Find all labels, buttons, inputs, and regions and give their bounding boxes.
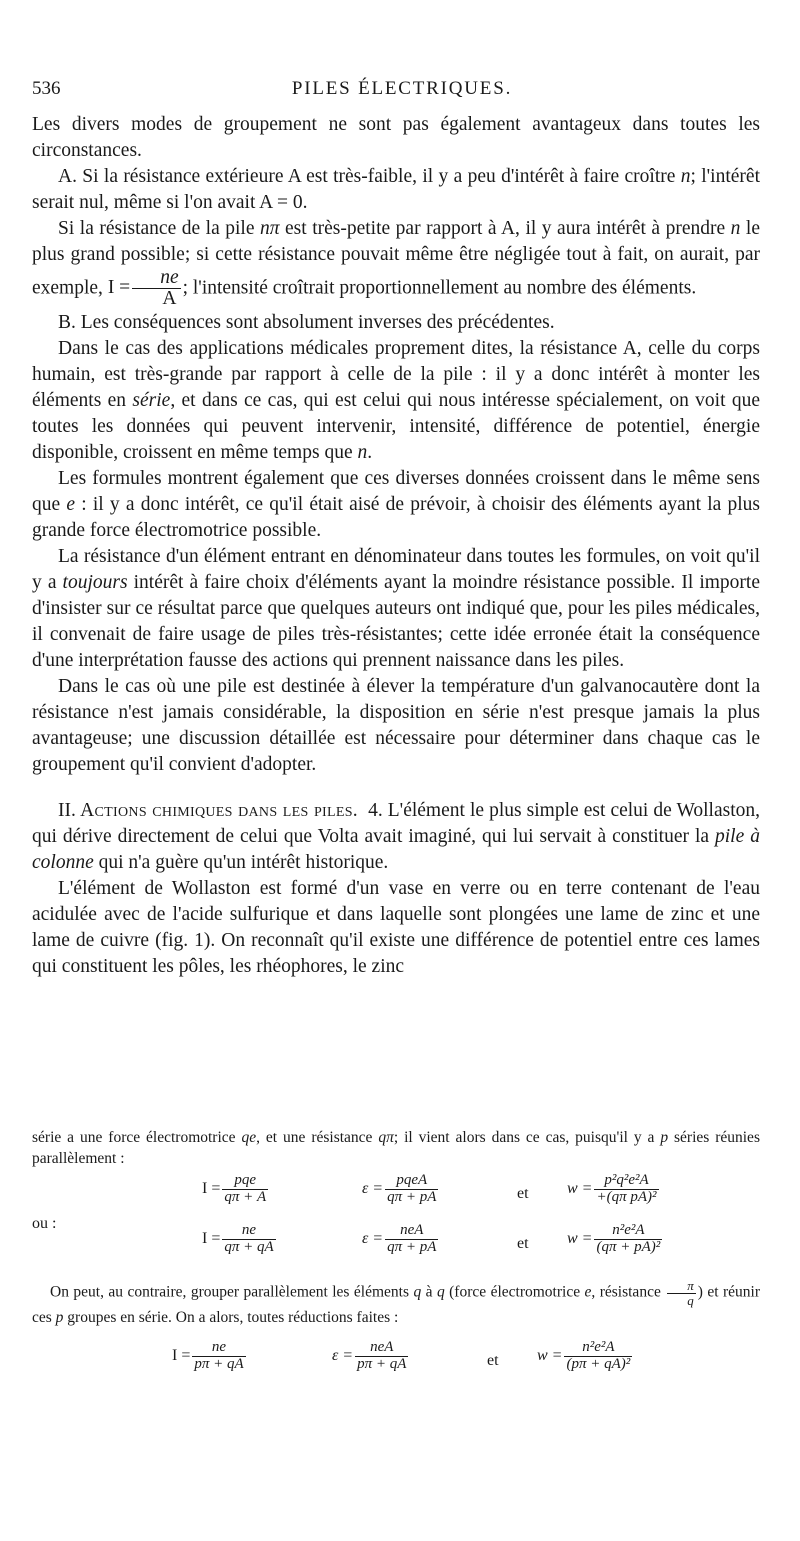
variable-e: e [66,493,76,515]
note-paragraph-2: On peut, au contraire, grouper parallèlement les éléments q à q (force électromotrice e, résistance $\frac{\pi}{q}$ ) et réunir ces p groupes en série. On a alors, toutes réductions faites : [32,1278,761,1327]
fraction: $\frac{\pi}{q}$ [667,1279,696,1307]
footnote-block [32,1127,760,1386]
item-number: 4. [368,799,383,821]
case-marker-a: A. [58,166,77,187]
variable-n: n [730,218,741,239]
equation-row-3 [32,1336,760,1386]
paragraph-8: Dans le cas où une pile est destinée à élever la température d'un galvanocautère dont la résistance n'est jamais considérable, la disposition en série n'est presque jamais la plus avantageuse; une discussion détaillée est nécessaire pour déterminer dans chaque cas le groupement qu'il convient d'adopter. [32,675,760,775]
equation-intensity-2: I = $\frac{ne}{q\pi + qA}$ [202,1222,274,1255]
label-ou: ou : [32,1215,57,1232]
equation-potential-2: ε = $\frac{\text{neA}}{q\pi + pA}$ [362,1222,437,1255]
equation-row-1 [32,1169,760,1219]
paragraph-5: Dans le cas des applications médicales proprement dites, la résistance A, celle du corps humain, est très-grande par rapport à celle de la pile : il y a donc intérêt à monter les éléments en série, et dans ce cas, qui est celui qui nous intéresse spécialement, on voit que toutes les données qui peuvent intervenir, intensité, différence de potentiel, énergie disponible, croissent en même temps que n. [32,337,760,463]
emphasis: toujours [62,571,128,593]
equation-energy-3: w = $\frac{\text{n²e²A}}{\text{(pπ + qA)²}}$ [537,1339,631,1373]
conjunction: et [487,1352,499,1370]
inline-equation-intensity: I = $\frac{ne}{A}$ [107,267,179,310]
section-title: Actions chimiques dans les piles. [75,799,358,821]
equation-energy-1: w = $\frac{\text{p²q²e²A}}{\text{+(qπ pA)²}}$ [567,1172,657,1205]
paragraph-3: Si la résistance de la pile nπ est très-petite par rapport à A, il y aura intérêt à prendre n le plus grand possible; si cette résistance pouvait même être négligée tout à fait, on aurait, par exemple, I = $\frac{ne}{A}$ ; l'intensité croîtrait proportionnellement au nombre des éléments. [32,218,760,310]
page-number: 536 [32,78,61,99]
conjunction: et [517,1235,529,1252]
equation-potential-3: ε = $\frac{\text{neA}}{p\pi + qA}$ [332,1339,407,1373]
conjunction: et [517,1185,529,1202]
case-marker-b: B. [58,311,76,333]
paragraph-4: B. Les conséquences sont absolument inverses des précédentes. [58,311,555,333]
paragraph-1: Les divers modes de groupement ne sont pas également avantageux dans toutes les circonstances. [32,114,760,161]
paragraph-9: II. Actions chimiques dans les piles. 4. L'élément le plus simple est celui de Wollaston, qui dérive directement de celui que Volta avait imaginé, qui lui servait à constituer la pile à colonne qui n'a guère qu'un intérêt historique. [32,799,760,873]
emphasis: pile à colonne [32,825,760,873]
paragraph-2: A. Si la résistance extérieure A est très-faible, il y a peu d'intérêt à faire croître n; l'intérêt serait nul, même si l'on avait A = 0. [32,166,760,213]
variable-n: n [357,441,368,463]
equation-energy-2: w = $\frac{\text{n²e²A}}{\text{(qπ + pA)²}}$ [567,1222,661,1255]
equation-intensity-1: I = $\frac{\text{pqe}}{q\pi + A}$ [202,1172,267,1205]
paragraph-7: La résistance d'un élément entrant en dénominateur dans toutes les formules, on voit qu'il y a toujours intérêt à faire choix d'éléments ayant la moindre résistance possible. Il importe d'insister sur ce résultat parce que quelques auteurs ont indiqué que, pour les piles médicales, il convenait de faire usage de piles très-résistantes; cette idée erronée était la conséquence d'une interprétation fausse des actions qui prennent naissance dans les piles. [32,545,760,671]
variable-npi: nπ [259,218,280,239]
equation-potential-1: ε = $\frac{\text{pqeA}}{q\pi + pA}$ [362,1172,437,1205]
emphasis: série [132,389,171,411]
equation-row-2 [32,1215,760,1269]
paragraph-6: Les formules montrent également que ces diverses données croissent dans le même sens que e : il y a donc intérêt, ce qu'il était aisé de prévoir, à choisir des éléments ayant la plus grande force électromotrice possible. [32,467,760,541]
main-text [32,112,760,980]
page-header [32,78,772,104]
section-number: II. [58,799,76,821]
note-paragraph-1: série a une force électromotrice qe, et une résistance qπ; il vient alors dans ce cas, puisqu'il y a p séries réunies parallèlement : [32,1129,760,1167]
fraction: $\frac{ne}{A}$ [132,268,180,310]
paragraph-10: L'élément de Wollaston est formé d'un vase en verre ou en terre contenant de l'eau acidulée avec de l'acide sulfurique et dans laquelle sont plongées une lame de zinc et une lame de cuivre (fig. 1). On reconnaît qu'il existe une différence de potentiel entre ces lames qui constituent les pôles, les rhéophores, le zinc [32,877,760,977]
equation-intensity-3: I = $\frac{ne}{p\pi + qA}$ [172,1339,244,1373]
running-title: PILES ÉLECTRIQUES. [291,78,513,99]
variable-n: n [680,166,691,187]
